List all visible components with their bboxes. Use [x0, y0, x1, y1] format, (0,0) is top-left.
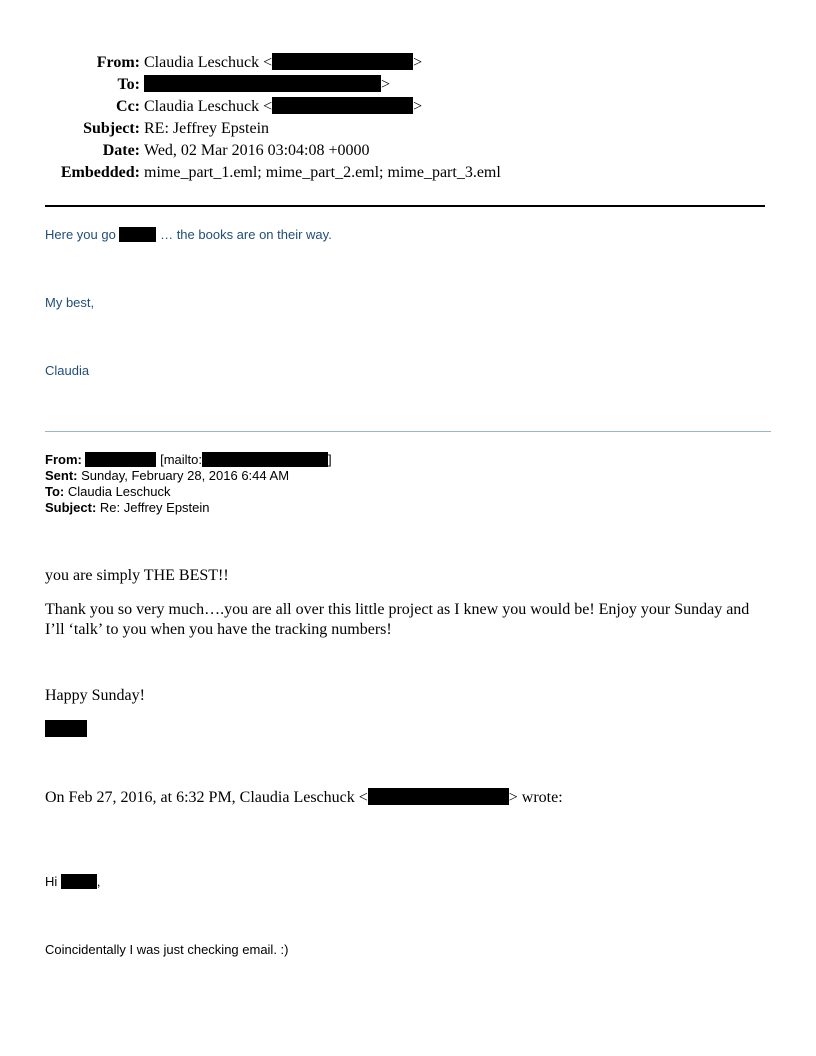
quote-attribution [45, 788, 563, 808]
from-close-bracket: > [413, 54, 423, 71]
header-embedded-value: mime_part_1.eml; mime_part_2.eml; mime_part_3.eml [144, 164, 501, 181]
from-name: Claudia Leschuck < [144, 54, 273, 71]
forwarded-header [45, 452, 332, 516]
header-date-label: Date: [102, 142, 140, 159]
quoted-greeting [45, 874, 101, 889]
email-header [0, 52, 816, 184]
reply-suffix: … the books are on their way. [160, 227, 332, 242]
attribution-suffix: > wrote: [508, 789, 563, 806]
redaction-block [119, 227, 156, 242]
cc-close-bracket: > [413, 98, 423, 115]
header-subject-value: RE: Jeffrey Epstein [144, 120, 270, 137]
forwarded-sent-row [45, 468, 332, 484]
message-paragraph-2: Thank you so very much….you are all over this little project as I knew you would be! Enjoy your Sunday and I’ll ‘talk’ to you when you have the tracking numbers! [45, 601, 750, 638]
header-to-value [144, 74, 390, 96]
reply-prefix: Here you go [45, 227, 116, 242]
header-to-label: To: [117, 76, 140, 93]
forwarded-to-label: To: [45, 484, 65, 499]
reply-closing: My best, [45, 295, 95, 310]
header-from-row [0, 52, 816, 74]
header-embedded-row [0, 162, 816, 184]
redaction-block [272, 97, 413, 114]
forwarded-subject-value: Re: Jeffrey Epstein [99, 500, 210, 515]
cc-name: Claudia Leschuck < [144, 98, 273, 115]
header-from-label: From: [96, 54, 140, 71]
forwarded-sent-value: Sunday, February 28, 2016 6:44 AM [81, 468, 290, 483]
redaction-block [61, 874, 97, 889]
mailto-open: [mailto: [160, 452, 202, 467]
redaction-block [272, 53, 413, 70]
redaction-block [85, 452, 156, 467]
forwarded-from-label: From: [45, 452, 82, 467]
forwarded-to-value: Claudia Leschuck [67, 484, 171, 499]
quoted-line: Coincidentally I was just checking email. :) [45, 942, 289, 957]
redaction-block [144, 75, 381, 92]
header-embedded-label: Embedded: [60, 164, 140, 181]
header-divider [45, 205, 765, 207]
header-to-row [0, 74, 816, 96]
attribution-prefix: On Feb 27, 2016, at 6:32 PM, Claudia Leschuck < [45, 789, 368, 806]
reply-line [45, 227, 332, 242]
header-cc-label: Cc: [116, 98, 140, 115]
header-subject-row [0, 118, 816, 140]
greeting-text: Hi [45, 874, 58, 889]
header-cc-row [0, 96, 816, 118]
header-date-row [0, 140, 816, 162]
header-date-value: Wed, 02 Mar 2016 03:04:08 +0000 [144, 142, 370, 159]
forwarded-sent-label: Sent: [45, 468, 78, 483]
quoted-separator [45, 431, 771, 432]
forwarded-from-row [45, 452, 332, 468]
message-paragraph-3: Happy Sunday! [45, 687, 145, 704]
header-subject-label: Subject: [83, 120, 140, 137]
redaction-block [202, 452, 328, 467]
mailto-close: ] [328, 452, 332, 467]
forwarded-to-row [45, 484, 332, 500]
to-close-bracket: > [381, 76, 391, 93]
message-paragraph-1: you are simply THE BEST!! [45, 567, 229, 584]
redaction-block [45, 720, 87, 737]
forwarded-subject-label: Subject: [45, 500, 97, 515]
greeting-comma: , [96, 874, 101, 889]
forwarded-subject-row [45, 500, 332, 516]
reply-signature: Claudia [45, 363, 90, 378]
header-from-value [144, 52, 422, 74]
header-cc-value [144, 96, 422, 118]
redaction-block [368, 788, 509, 805]
